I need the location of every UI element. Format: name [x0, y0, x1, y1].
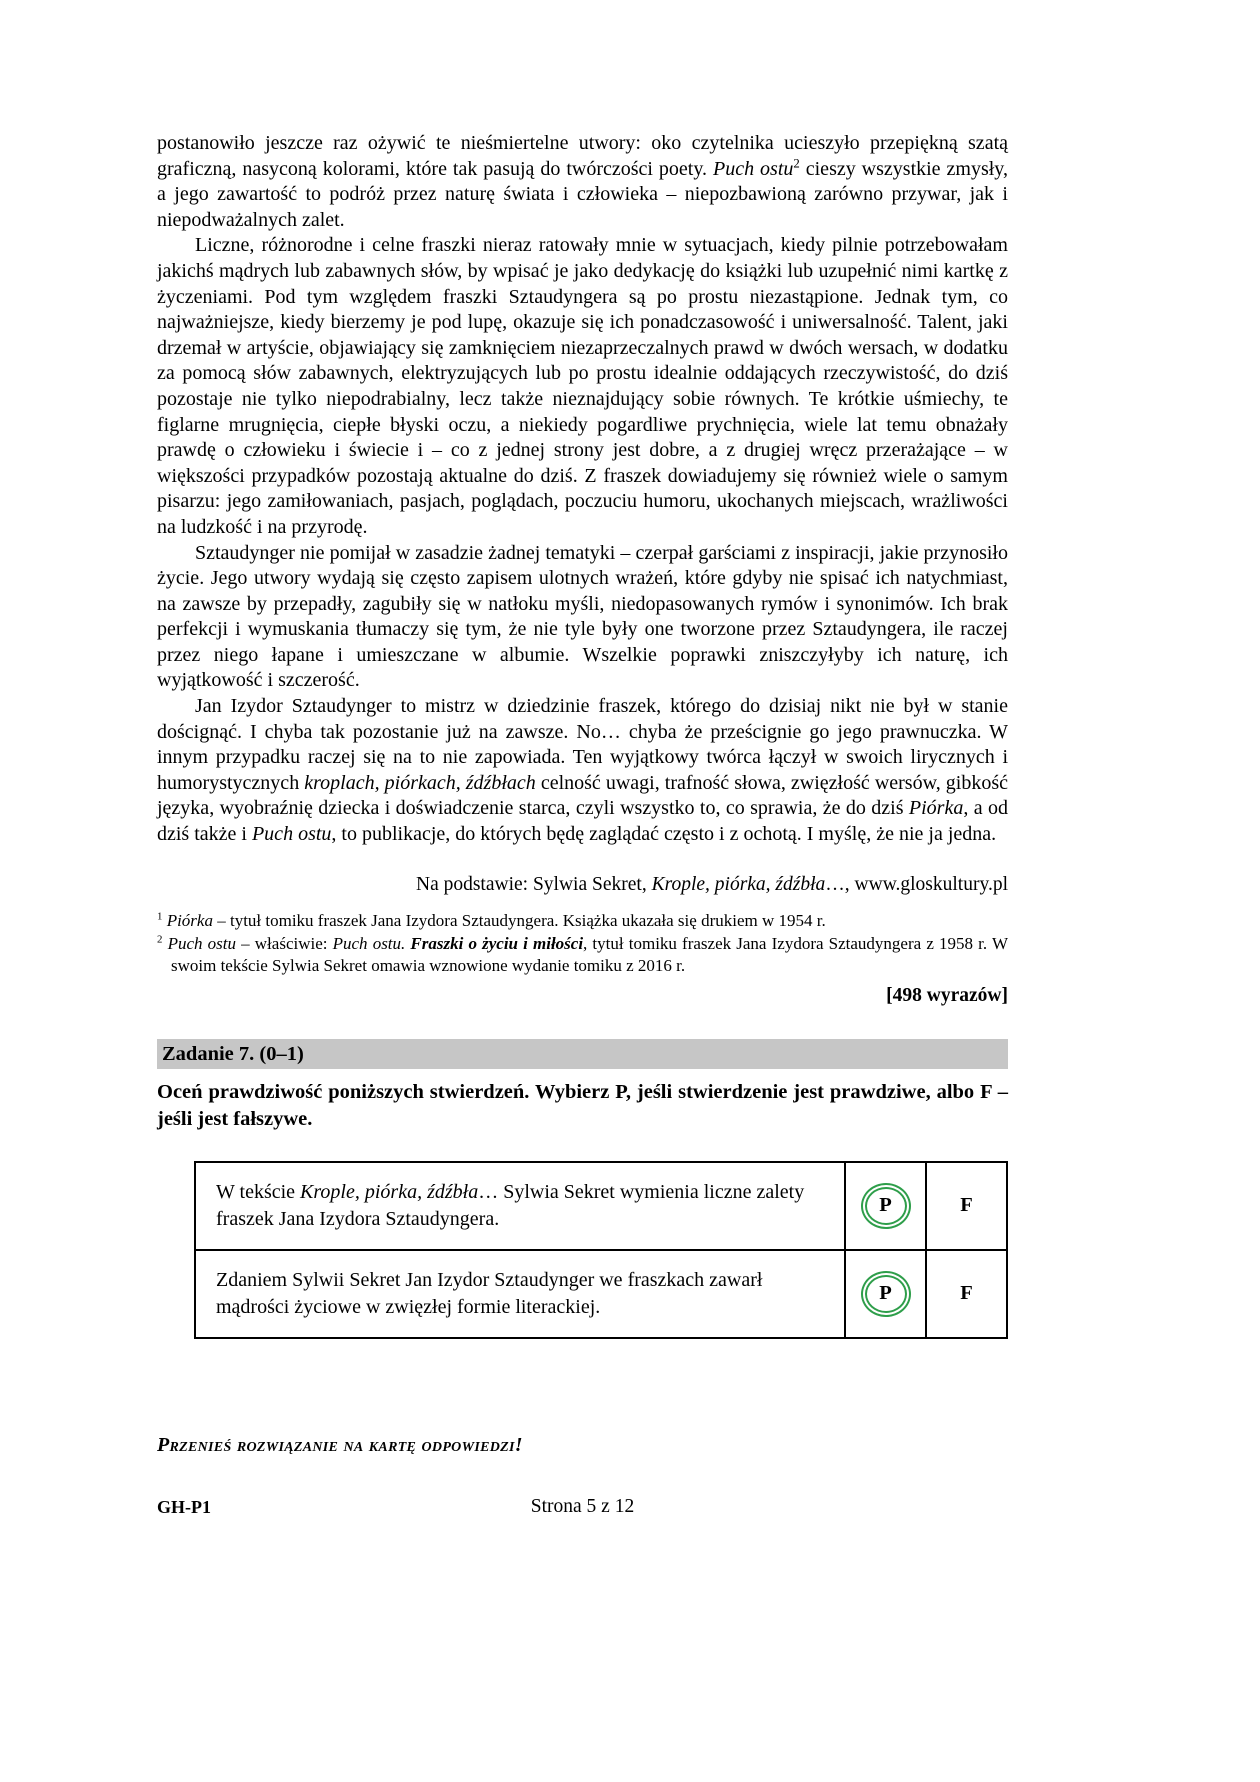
option-f-cell-2: [926, 1250, 1007, 1338]
source-attribution: Na podstawie: Sylwia Sekret, Krople, piórka, źdźbła…, www.gloskultury.pl: [415, 873, 1008, 895]
page-footer: [157, 1496, 1008, 1518]
task-instruction: Oceń prawdziwość poniższych stwierdzeń. Wybierz P, jeśli stwierdzenie jest prawdziwe, albo F – jeśli jest fałszywe.: [157, 1080, 1008, 1130]
page-content: [157, 131, 1008, 1457]
option-p-label: P: [879, 1194, 892, 1217]
article-text: [157, 131, 1008, 848]
body-paragraph-1: postanowiło jeszcze raz ożywić te nieśmiertelne utwory: oko czytelnika ucieszyło przepiękną szatą graficzną, nasyconą kolorami, które tak pasują do twórczości poety. Puch ostu$^2$ cieszy wszystkie zmysły, a jego zawartość to podróż przez naturę świata i człowieka – niepozbawioną zarówno przywar, jak i niepodważalnych zalet.: [157, 132, 1008, 231]
word-count: [498 wyrazów]: [886, 984, 1008, 1006]
option-p-cell-2: [845, 1250, 926, 1338]
footer-page-number: Strona 5 z 12: [530, 1496, 635, 1517]
option-f-label: F: [960, 1194, 973, 1217]
option-f-cell-1: [926, 1162, 1007, 1250]
table-row-2: [195, 1250, 1007, 1338]
answer-ring-placeholder: [946, 1187, 988, 1225]
transfer-instruction: Przenieś rozwiązanie na kartę odpowiedzi!: [157, 1433, 523, 1456]
answer-circle: [865, 1187, 907, 1225]
footnotes: [157, 910, 1008, 977]
footer-code: GH-P1: [157, 1497, 211, 1517]
body-paragraph-2: Liczne, różnorodne i celne fraszki nieraz ratowały mnie w sytuacjach, kiedy pilnie potrzebowałam jakichś mądrych lub zabawnych słów, by wpisać je jako dedykację do książki lub uzupełnić nimi kartkę z życzeniami. Pod tym względem fraszki Sztaudyngera są po prostu niezastąpione. Jednak tym, co najważniejsze, kiedy bierzemy je pod lupę, okazuje się ich ponadczasowość i uniwersalność. Talent, jaki drzemał w artyście, objawiający się zamknięciem niezaprzeczalnych prawd w dwóch wersach, w dodatku za pomocą słów zabawnych, elektryzujących lub po prostu idealnie oddających rzeczywistość, do dziś pozostaje nie tylko niepodrabialny, lecz także nieznajdujący sobie równych. Te krótkie uśmiechy, te figlarne mrugnięcia, ciepłe błyski oczu, a niekiedy pogardliwe prychnięcia, wiele lat temu obnażały prawdę o człowieku i świecie i – co z jednej strony jest dobre, a z drugiej wręcz przerażające – w większości przypadków pozostają aktualne do dziś. Z fraszek dowiadujemy się również wiele o samym pisarzu: jego zamiłowaniach, pasjach, poglądach, poczuciu humoru, ukochanych miejscach, wrażliwości na ludzkość i na przyrodę.: [157, 234, 1008, 538]
answer-circle: [865, 1275, 907, 1313]
body-paragraph-4: Jan Izydor Sztaudynger to mistrz w dziedzinie fraszek, którego do dzisiaj nikt nie był w stanie doścignąć. I chyba tak pozostanie już na zawsze. No… chyba że prześcignie go jego prawnuczka. W innym przypadku raczej się na to nie zapowiada. Ten wyjątkowy twórca łączył w swoich lirycznych i humorystycznych kroplach, piórkach, źdźbłach celność uwagi, trafność słowa, zwięzłość wersów, gibkość języka, wyobraźnię dziecka i doświadczenie starca, czyli wszystko to, co sprawia, że do dziś Piórka, a od dziś także i Puch ostu, to publikacje, do których będę zaglądać często i z ochotą. I myślę, że nie ja jedna.: [157, 695, 1008, 846]
option-p-cell-1: [845, 1162, 926, 1250]
footnote-2: $^2$ Puch ostu – właściwie: Puch ostu. Fraszki o życiu i miłości, tytuł tomiku fraszek Jana Izydora Sztaudyngera z 1958 r. W swoim tekście Sylwia Sekret omawia wznowione wydanie tomiku z 2016 r.: [157, 932, 1008, 975]
true-false-table: [194, 1161, 1008, 1339]
table-row-1: [195, 1162, 1007, 1250]
option-p-label: P: [879, 1282, 892, 1305]
task-header: Zadanie 7. (0–1): [157, 1039, 1008, 1069]
option-f-label: F: [960, 1282, 973, 1305]
statement-cell-1: W tekście Krople, piórka, źdźbła… Sylwia Sekret wymienia liczne zalety fraszek Jana Izydora Sztaudyngera.: [195, 1162, 845, 1250]
statement-cell-2: Zdaniem Sylwii Sekret Jan Izydor Sztaudynger we fraszkach zawarł mądrości życiowe w zwięzłej formie literackiej.: [195, 1250, 845, 1338]
footnote-1: $^1$ Piórka – tytuł tomiku fraszek Jana Izydora Sztaudyngera. Książka ukazała się drukiem w 1954 r.: [157, 909, 826, 930]
answer-ring-placeholder: [946, 1275, 988, 1313]
body-paragraph-3: Sztaudynger nie pomijał w zasadzie żadnej tematyki – czerpał garściami z inspiracji, jakie przynosiło życie. Jego utwory wydają się często zapisem ulotnych wrażeń, które gdyby nie spisać ich natychmiast, na zawsze by przepadły, zagubiły się w natłoku myśli, niedopasowanych rymów i synonimów. Ich brak perfekcji i wymuskania tłumaczy się tym, że nie tyle były one tworzone przez Sztaudyngera, ile raczej przez niego łapane i umieszczane w albumie. Wszelkie poprawki zniszczyłyby ich naturę, ich wyjątkowość i szczerość.: [157, 541, 1008, 692]
